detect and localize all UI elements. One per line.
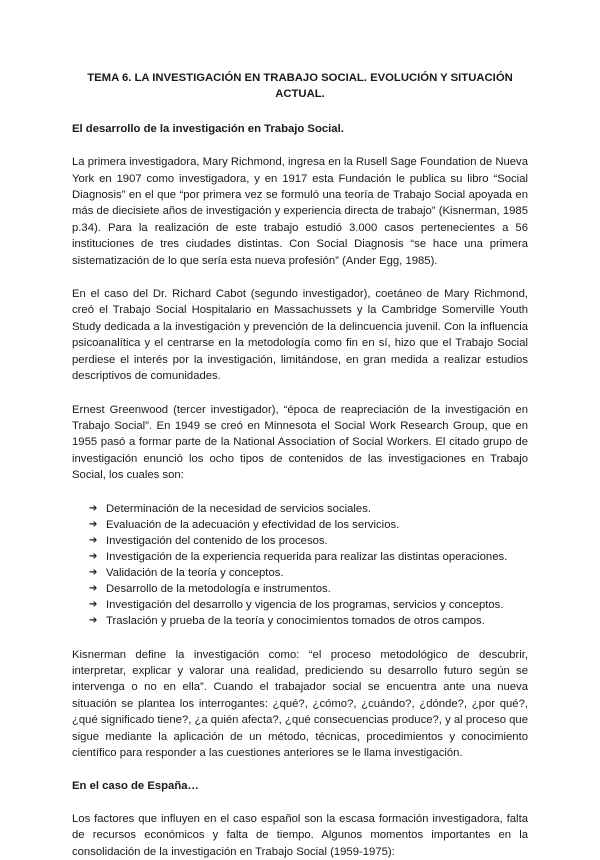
arrow-bullet-icon: ➔ [89, 534, 98, 546]
list-item [89, 565, 528, 581]
arrow-bullet-icon: ➔ [89, 582, 98, 594]
list-item-text: Traslación y prueba de la teoría y conocimientos tomados de otros campos. [106, 614, 485, 627]
list-item-text: Investigación del contenido de los procesos. [106, 534, 328, 547]
arrow-bullet-icon: ➔ [89, 566, 98, 578]
list-item [89, 597, 528, 613]
list-item [89, 533, 528, 549]
paragraph-ernest-greenwood: Ernest Greenwood (tercer investigador), “época de reapreciación de la investigación en Trabajo Social”. En 1949 se creó en Minnesota el Social Work Research Group, que en 1955 pasó a formar parte de la National Association of Social Workers. El citado grupo de investigación enunció los ocho tipos de contenidos de las investigaciones en Trabajo Social, los cuales son: [72, 403, 528, 482]
arrow-bullet-icon: ➔ [89, 614, 98, 626]
document-title: TEMA 6. LA INVESTIGACIÓN EN TRABAJO SOCIAL. EVOLUCIÓN Y SITUACIÓN ACTUAL. [87, 72, 513, 101]
list-item-text: Determinación de la necesidad de servicios sociales. [106, 502, 371, 515]
arrow-bullet-icon: ➔ [89, 518, 98, 530]
research-types-list [72, 501, 528, 629]
arrow-bullet-icon: ➔ [89, 502, 98, 514]
arrow-bullet-icon: ➔ [89, 598, 98, 610]
section-heading-espana: En el caso de España… [72, 780, 199, 793]
paragraph-espana: Los factores que influyen en el caso español son la escasa formación investigadora, falta de recursos económicos y falta de tiempo. Algunos momentos importantes en la consolidación de la investigación en Trabajo Social (1959-1975): [72, 812, 528, 858]
list-item-text: Validación de la teoría y conceptos. [106, 566, 284, 579]
list-item-text: Desarrollo de la metodología e instrumentos. [106, 582, 331, 595]
arrow-bullet-icon: ➔ [89, 550, 98, 562]
list-item-text: Evaluación de la adecuación y efectividad de los servicios. [106, 518, 400, 531]
paragraph-mary-richmond: La primera investigadora, Mary Richmond, ingresa en la Rusell Sage Foundation de Nueva York en 1907 como investigadora, y en 1917 esta Fundación le publica su libro “Social Diagnosis” en el que “por primera vez se formuló una teoría de Trabajo Social apoyada en más de diecisiete años de investigación y experiencia directa de trabajo” (Kisnerman, 1985 p.34). Para la realización de este trabajo estudió 3.000 casos pertenecientes a 56 instituciones de tres ciudades distintas. Con Social Diagnosis “se hace una primera sistematización de lo que sería esta nueva profesión” (Ander Egg, 1985). [72, 156, 528, 267]
list-item [89, 549, 528, 565]
list-item [89, 517, 528, 533]
list-item-text: Investigación del desarrollo y vigencia de los programas, servicios y conceptos. [106, 598, 504, 611]
list-item [89, 613, 528, 629]
paragraph-kisnerman: Kisnerman define la investigación como: “el proceso metodológico de descubrir, interpretar, explicar y valorar una realidad, prediciendo su desarrollo futuro según se intervenga o no en ella”. Cuando el trabajador social se encuentra ante una nueva situación se plantea los interrogantes: ¿qué?, ¿cómo?, ¿cuándo?, ¿dónde?, ¿por qué?, ¿qué significado tiene?, ¿a quién afecta?, ¿qué consecuencias produce?, y al proceso que sigue mediante la aplicación de un método, técnicas, procedimientos y conocimiento científico para responder a las cuestiones anteriores se le llama investigación. [72, 648, 528, 759]
list-item [89, 581, 528, 597]
section-heading-desarrollo: El desarrollo de la investigación en Trabajo Social. [72, 122, 344, 135]
list-item-text: Investigación de la experiencia requerida para realizar las distintas operaciones. [106, 550, 508, 563]
list-item [89, 501, 528, 517]
paragraph-richard-cabot: En el caso del Dr. Richard Cabot (segundo investigador), coetáneo de Mary Richmond, creó el Trabajo Social Hospitalario en Massachussets y la Cambridge Somerville Youth Study dedicada a la investigación y prevención de la delincuencia juvenil. Con la influencia psicoanalítica y el centrarse en la metodología como fin en sí, hizo que el Trabajo Social perdiese el interés por la investigación, limitándose, en gran medida a realizar estudios descriptivos de comunidades. [72, 288, 528, 383]
